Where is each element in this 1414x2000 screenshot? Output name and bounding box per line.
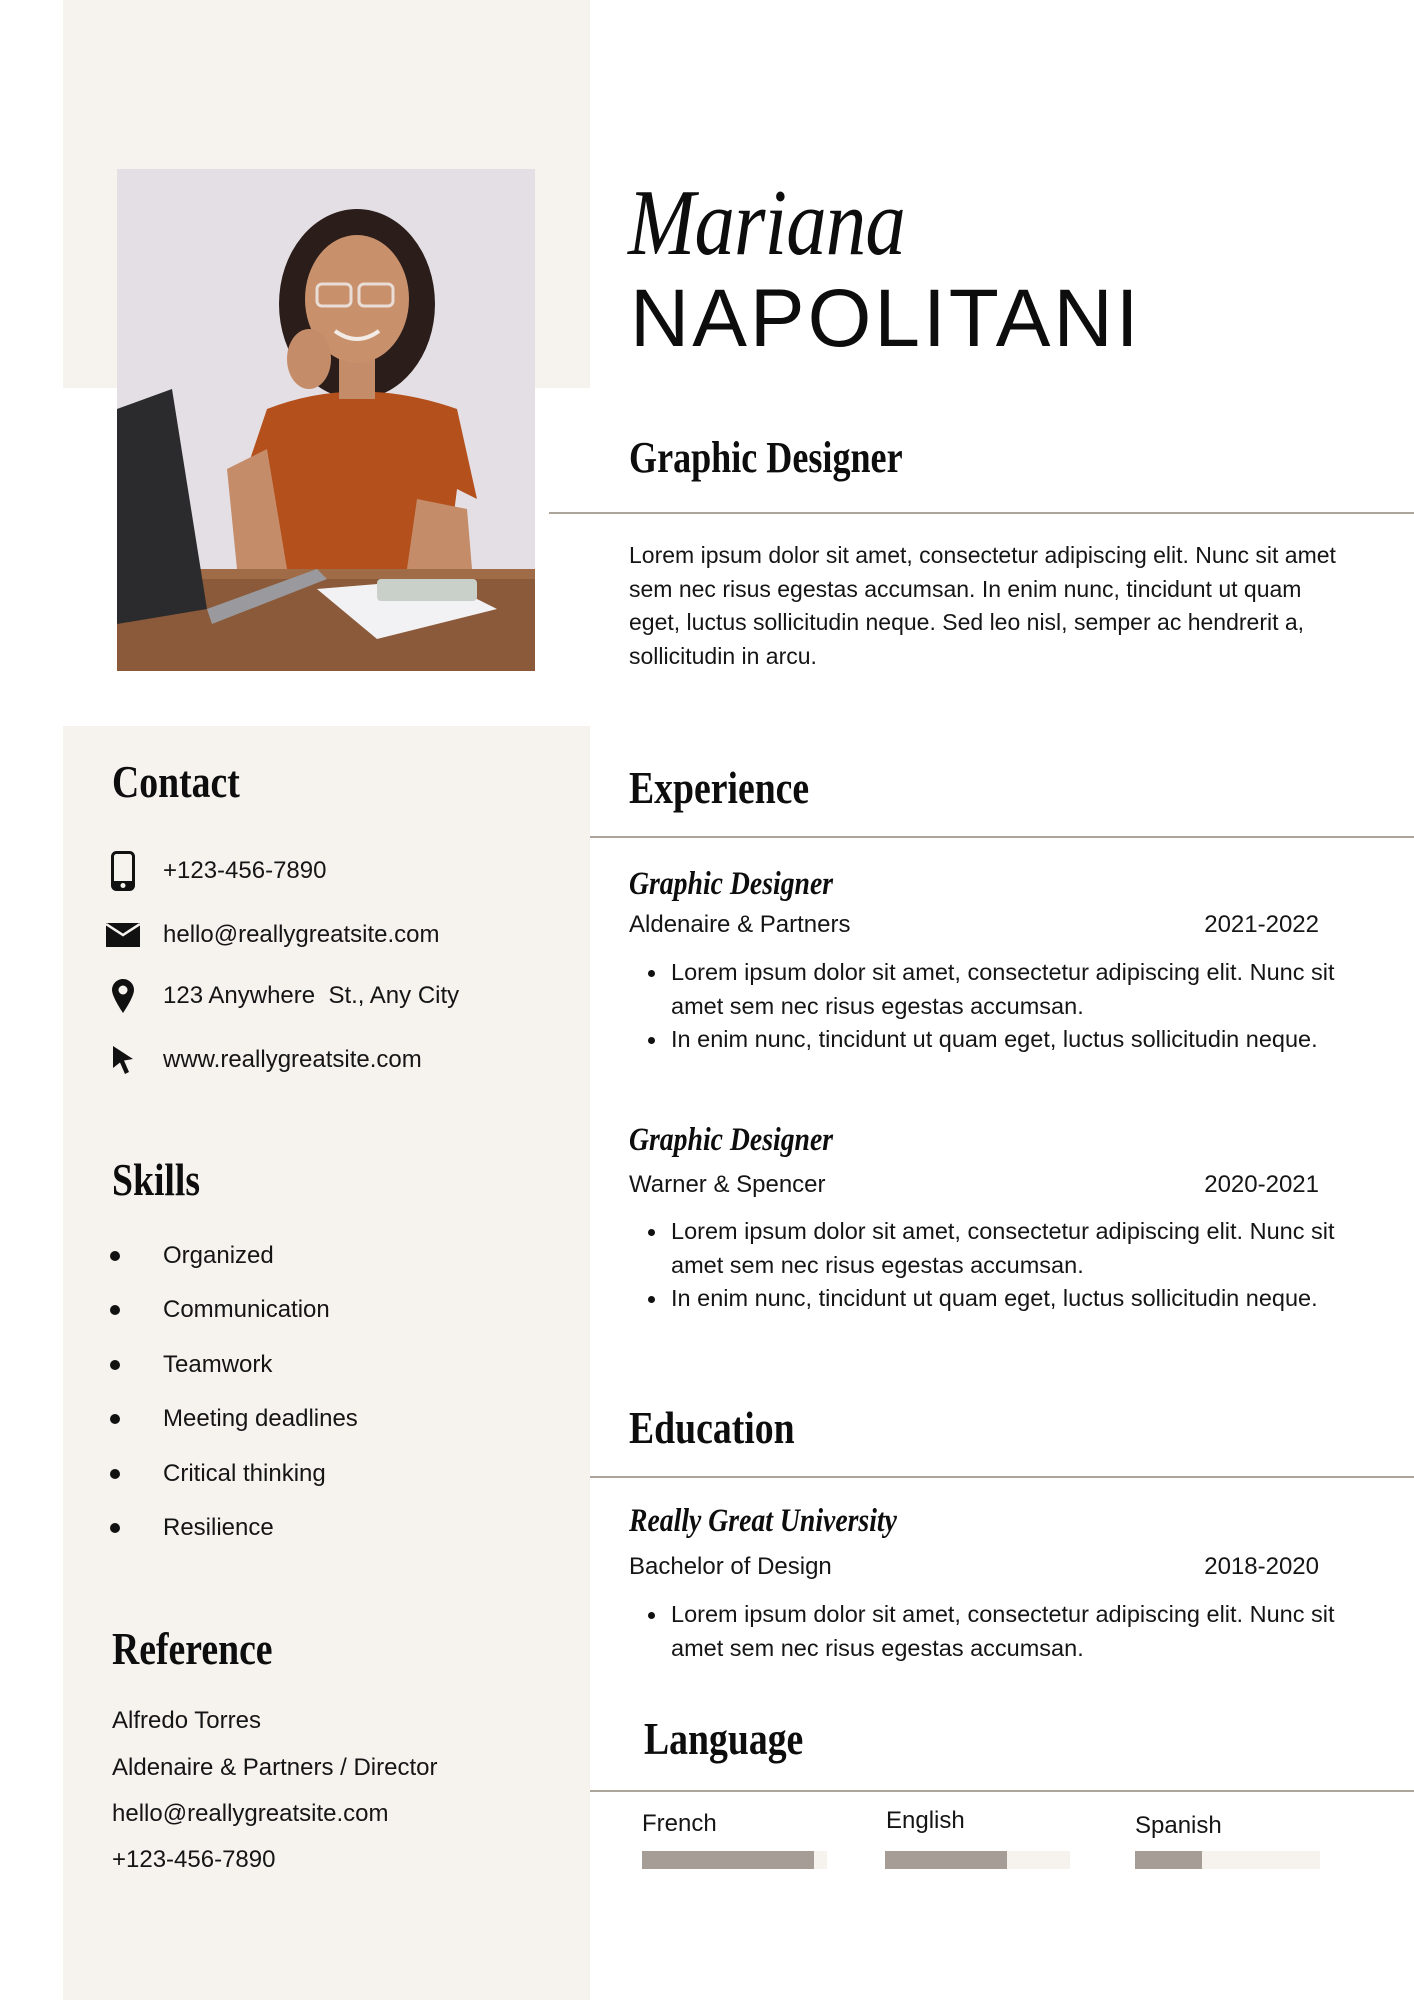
job-bullets-2	[645, 1215, 1335, 1316]
education-meta	[629, 1552, 1319, 1582]
job-title-2: Graphic Designer	[629, 1122, 834, 1158]
job-meta-1	[629, 910, 1319, 940]
contact-heading: Contact	[112, 756, 240, 807]
job-meta-2	[629, 1170, 1319, 1200]
language-french	[642, 1809, 827, 1839]
school-name: Really Great University	[629, 1503, 897, 1539]
job-bullet: Lorem ipsum dolor sit amet, consectetur adipiscing elit. Nunc sit amet sem nec risus egestas accumsan.	[645, 956, 1335, 1023]
language-label: Spanish	[1135, 1812, 1222, 1839]
bullet-icon	[110, 1523, 120, 1533]
cursor-icon	[100, 1040, 146, 1080]
contact-website	[100, 1040, 580, 1080]
skill-label: Organized	[163, 1242, 274, 1269]
profile-summary: Lorem ipsum dolor sit amet, consectetur adipiscing elit. Nunc sit amet sem nec risus egestas accumsan. In enim nunc, tincidunt ut quam eget, luctus sollicitudin neque. Sed leo nisl, semper ac hendrerit a, sollicitudin in arcu.	[629, 542, 1336, 669]
divider	[590, 1476, 1414, 1478]
job-company: Warner & Spencer	[629, 1171, 826, 1198]
skill-item	[110, 1238, 274, 1274]
job-dates: 2021-2022	[1204, 911, 1319, 938]
education-dates: 2018-2020	[1204, 1553, 1319, 1580]
contact-phone-text[interactable]: +123-456-7890	[163, 857, 327, 884]
contact-address	[100, 976, 580, 1016]
reference-company-role: Aldenaire & Partners / Director	[112, 1754, 438, 1781]
profile-photo	[117, 169, 535, 671]
skill-label: Communication	[163, 1296, 330, 1323]
language-bar-english	[885, 1851, 1070, 1869]
contact-address-text: 123 Anywhere St., Any City	[163, 982, 460, 1009]
divider	[549, 512, 1414, 514]
job-bullet: In enim nunc, tincidunt ut quam eget, luctus sollicitudin neque.	[645, 1023, 1335, 1057]
reference-heading: Reference	[112, 1623, 273, 1674]
reference-email[interactable]: hello@reallygreatsite.com	[112, 1800, 389, 1827]
mail-icon	[100, 915, 146, 955]
experience-heading: Experience	[629, 762, 810, 813]
last-name: NAPOLITANI	[630, 273, 1142, 364]
language-english	[886, 1806, 1071, 1836]
divider	[590, 836, 1414, 838]
skill-label: Teamwork	[163, 1351, 273, 1378]
language-label: French	[642, 1810, 717, 1837]
job-dates: 2020-2021	[1204, 1171, 1319, 1198]
bullet-icon	[110, 1414, 120, 1424]
skill-item	[110, 1510, 274, 1546]
bullet-icon	[110, 1360, 120, 1370]
portrait-image	[117, 169, 535, 671]
skill-label: Resilience	[163, 1514, 274, 1541]
bullet-icon	[110, 1469, 120, 1479]
skill-item	[110, 1401, 358, 1437]
skill-label: Critical thinking	[163, 1460, 326, 1487]
language-bar-fill	[642, 1851, 814, 1869]
language-bar-fill	[885, 1851, 1007, 1869]
job-title: Graphic Designer	[629, 433, 903, 482]
phone-icon	[100, 851, 146, 891]
education-heading: Education	[629, 1402, 795, 1453]
skills-heading: Skills	[112, 1154, 201, 1205]
language-bar-spanish	[1135, 1851, 1320, 1869]
bullet-icon	[110, 1251, 120, 1261]
reference-phone[interactable]: +123-456-7890	[112, 1846, 276, 1873]
job-bullet: Lorem ipsum dolor sit amet, consectetur adipiscing elit. Nunc sit amet sem nec risus egestas accumsan.	[645, 1215, 1335, 1282]
skill-item	[110, 1347, 272, 1383]
skill-item	[110, 1456, 326, 1492]
language-spanish	[1135, 1811, 1320, 1841]
language-bar-french	[642, 1851, 827, 1869]
job-title-1: Graphic Designer	[629, 866, 834, 902]
education-bullet: Lorem ipsum dolor sit amet, consectetur adipiscing elit. Nunc sit amet sem nec risus egestas accumsan.	[645, 1598, 1335, 1665]
job-bullet: In enim nunc, tincidunt ut quam eget, luctus sollicitudin neque.	[645, 1282, 1335, 1316]
degree: Bachelor of Design	[629, 1553, 832, 1580]
contact-email-text[interactable]: hello@reallygreatsite.com	[163, 921, 440, 948]
language-bar-fill	[1135, 1851, 1202, 1869]
education-bullets	[645, 1598, 1335, 1665]
skill-item	[110, 1292, 330, 1328]
language-label: English	[886, 1807, 965, 1834]
language-heading: Language	[644, 1713, 804, 1764]
first-name: Mariana	[628, 171, 905, 275]
location-pin-icon	[100, 976, 146, 1016]
job-bullets-1	[645, 956, 1335, 1057]
reference-name: Alfredo Torres	[112, 1707, 261, 1734]
job-company: Aldenaire & Partners	[629, 911, 851, 938]
bullet-icon	[110, 1305, 120, 1315]
divider	[590, 1790, 1414, 1792]
contact-phone	[100, 851, 580, 891]
contact-email	[100, 915, 580, 955]
skill-label: Meeting deadlines	[163, 1405, 358, 1432]
contact-website-text[interactable]: www.reallygreatsite.com	[163, 1046, 422, 1073]
